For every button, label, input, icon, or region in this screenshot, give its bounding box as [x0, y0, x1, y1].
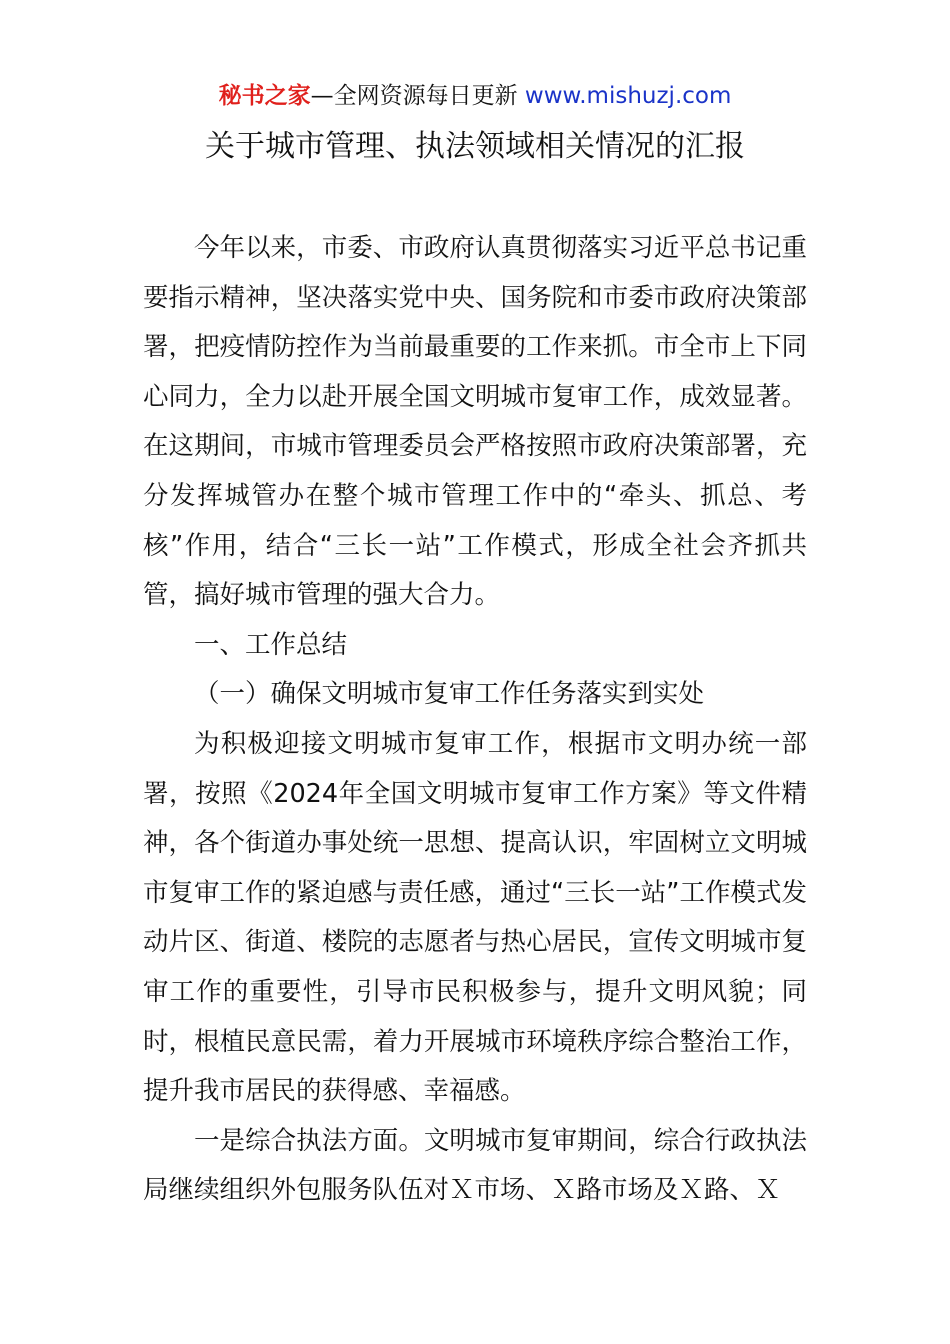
section-heading: 一、工作总结 [194, 629, 348, 660]
site-url-link[interactable]: www.mishuzj.com [524, 83, 732, 109]
site-header [0, 80, 950, 112]
paragraph-review-work: 为积极迎接文明城市复审工作，根据市文明办统一部署，按照《2024年全国文明城市复审工作方案》等文件精神，各个街道办事处统一思想、提高认识，牢固树立文明城市复审工作的紧迫感与责任感，通过“三长一站”工作模式发动片区、街道、楼院的志愿者与热心居民，宣传文明城市复审工作的重要性，引导市民积极参与，提升文明风貌；同时，根植民意民需，着力开展城市环境秩序综合整治工作，提升我市居民的获得感、幸福感。 [143, 728, 807, 1107]
document-title: 关于城市管理、执法领域相关情况的汇报 [205, 129, 745, 164]
subsection-heading: （一）确保文明城市复审工作任务落实到实处 [194, 679, 705, 710]
paragraph-law-enforcement: 一是综合执法方面。文明城市复审期间，综合行政执法局继续组织外包服务队伍对Ｘ市场、Ｘ路市场及Ｘ路、Ｘ [143, 1125, 807, 1206]
document-body [143, 224, 807, 1216]
site-slogan: —全网资源每日更新 [310, 83, 525, 109]
paragraph-intro: 今年以来，市委、市政府认真贯彻落实习近平总书记重要指示精神，坚决落实党中央、国务院和市委市政府决策部署，把疫情防控作为当前最重要的工作来抓。市全市上下同心同力，全力以赴开展全国文明城市复审工作，成效显著。在这期间，市城市管理委员会严格按照市政府决策部署，充分发挥城管办在整个城市管理工作中的“牵头、抓总、考核”作用，结合“三长一站”工作模式，形成全社会齐抓共管，搞好城市管理的强大合力。 [143, 233, 807, 611]
site-brand: 秘书之家 [218, 83, 311, 109]
